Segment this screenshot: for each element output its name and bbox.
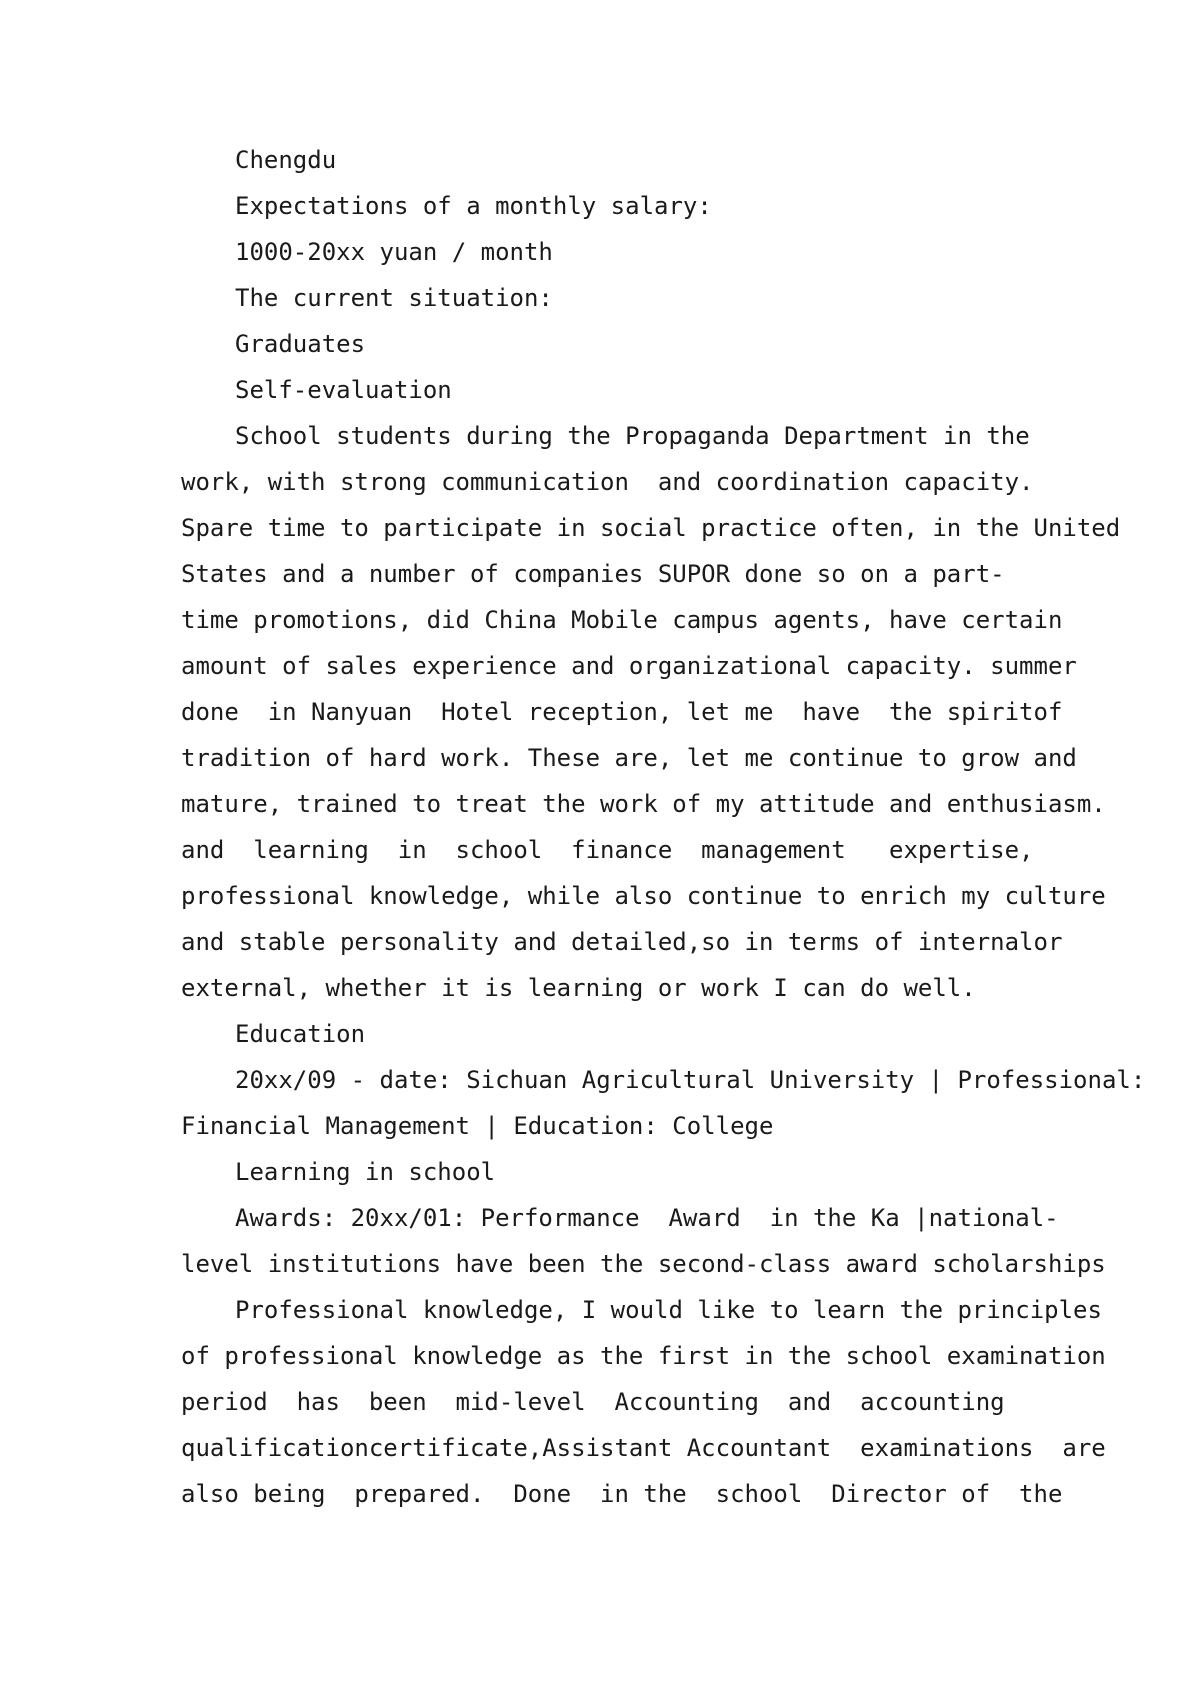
- text-line: amount of sales experience and organizational capacity. summer: [181, 652, 1077, 680]
- text-line: also being prepared. Done in the school Director of the: [181, 1480, 1063, 1508]
- text-line: mature, trained to treat the work of my attitude and enthusiasm.: [181, 790, 1106, 818]
- section-heading: Education: [235, 1020, 366, 1048]
- section-heading: Learning in school: [235, 1158, 496, 1186]
- text-line: and stable personality and detailed,so in terms of internalor: [181, 928, 1063, 956]
- text-line: 20xx/09 - date: Sichuan Agricultural University | Professional:: [235, 1066, 1146, 1094]
- text-line: 1000-20xx yuan / month: [235, 238, 553, 266]
- text-line: time promotions, did China Mobile campus agents, have certain: [181, 606, 1063, 634]
- text-line: Professional knowledge, I would like to learn the principles: [235, 1296, 1102, 1324]
- text-line: States and a number of companies SUPOR done so on a part-: [181, 560, 1005, 588]
- text-line: external, whether it is learning or work I can do well.: [181, 974, 976, 1002]
- text-line: work, with strong communication and coordination capacity.: [181, 468, 1034, 496]
- text-line: Graduates: [235, 330, 366, 358]
- text-line: level institutions have been the second-class award scholarships: [181, 1250, 1106, 1278]
- text-line: Self-evaluation: [235, 376, 452, 404]
- text-line: and learning in school finance management expertise,: [181, 836, 1034, 864]
- text-line: The current situation:: [235, 284, 553, 312]
- text-line: Awards: 20xx/01: Performance Award in the Ka |national-: [235, 1204, 1059, 1232]
- text-line: Expectations of a monthly salary:: [235, 192, 712, 220]
- text-line: of professional knowledge as the first in the school examination: [181, 1342, 1106, 1370]
- text-line: done in Nanyuan Hotel reception, let me have the spiritof: [181, 698, 1063, 726]
- text-line: professional knowledge, while also continue to enrich my culture: [181, 882, 1106, 910]
- text-line: period has been mid-level Accounting and accounting: [181, 1388, 1005, 1416]
- text-line: qualificationcertificate,Assistant Accountant examinations are: [181, 1434, 1106, 1462]
- text-line: Financial Management | Education: College: [181, 1112, 774, 1140]
- text-line: Chengdu: [235, 146, 337, 174]
- text-line: Spare time to participate in social practice often, in the United: [181, 514, 1121, 542]
- text-line: tradition of hard work. These are, let me continue to grow and: [181, 744, 1077, 772]
- text-line: School students during the Propaganda Department in the: [235, 422, 1030, 450]
